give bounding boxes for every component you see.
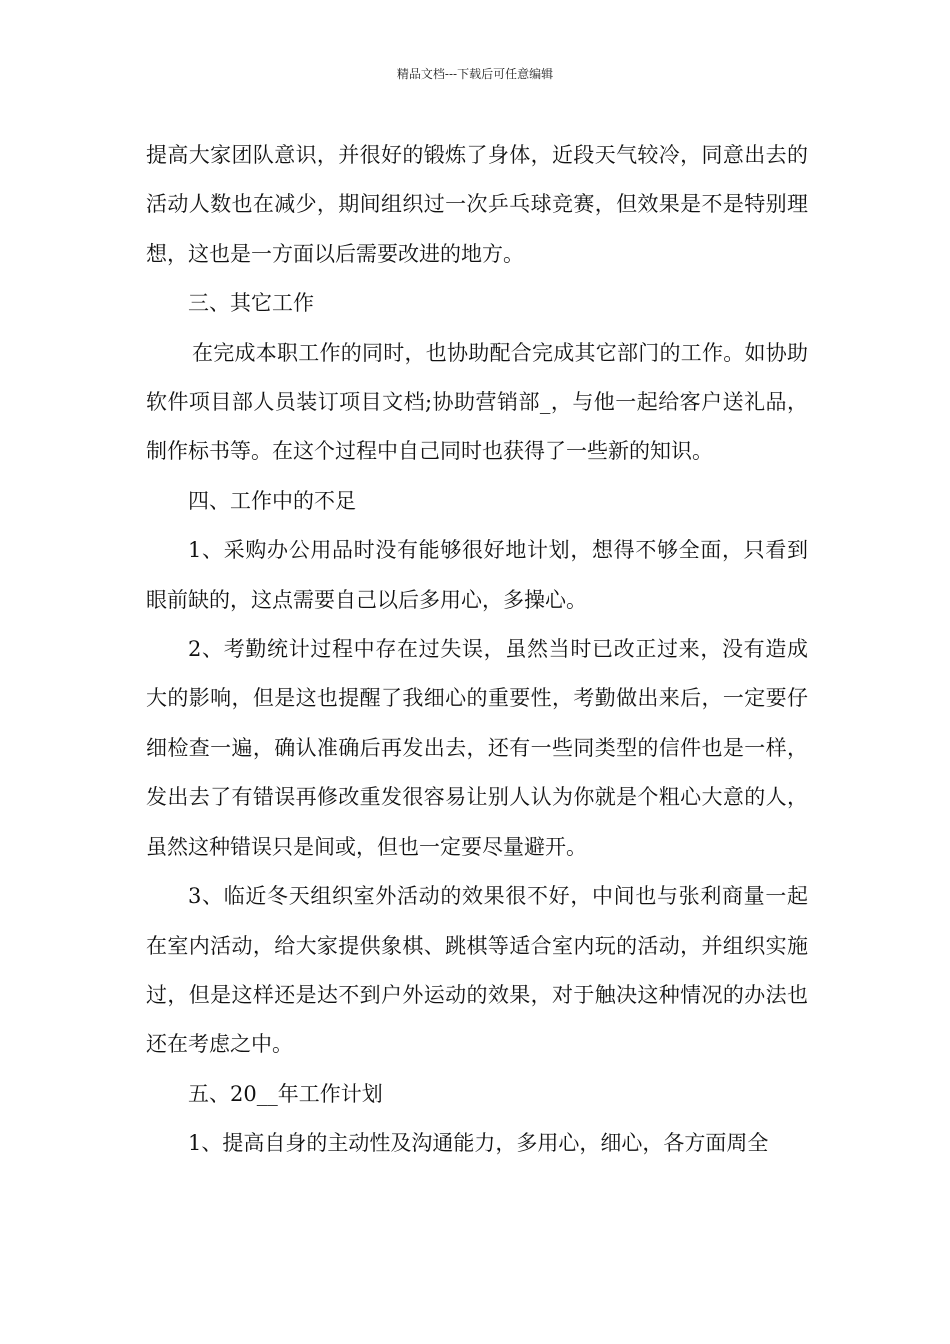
list-item-shortcoming-3: 3、临近冬天组织室外活动的效果很不好，中间也与张利商量一起在室内活动，给大家提供象棋、跳棋等适合室内玩的活动，并组织实施过，但是这样还是达不到户外运动的效果，对于触决这种情况的办法也还在考虑之中。 [146, 884, 808, 1057]
list-item-shortcoming-2: 2、考勤统计过程中存在过失误，虽然当时已改正过来，没有造成大的影响，但是这也提醒了我细心的重要性，考勤做出来后，一定要仔细检查一遍，确认准确后再发出去，还有一些同类型的信件也是一样，发出去了有错误再修改重发很容易让别人认为你就是个粗心大意的人，虽然这种错误只是间或，但也一定要尽量避开。 [146, 637, 808, 859]
page-header: 精品文档---下载后可任意编辑 [396, 67, 554, 81]
section-heading-other-work: 三、其它工作 [188, 291, 314, 316]
list-item-plan-1: 1、提高自身的主动性及沟通能力，多用心，细心，各方面周全 [188, 1131, 769, 1156]
document-body [146, 131, 808, 1169]
section-heading-shortcomings: 四、工作中的不足 [188, 488, 356, 513]
list-item-shortcoming-1: 1、采购办公用品时没有能够很好地计划，想得不够全面，只看到眼前缺的，这点需要自己以后多用心，多操心。 [146, 538, 808, 612]
section-heading-work-plan: 五、20__年工作计划 [188, 1081, 383, 1106]
paragraph-other-work: 在完成本职工作的同时，也协助配合完成其它部门的工作。如协助软件项目部人员装订项目文档;协助营销部_，与他一起给客户送礼品，制作标书等。在这个过程中自己同时也获得了一些新的知识。 [146, 340, 808, 464]
paragraph-team-activities: 提高大家团队意识，并很好的锻炼了身体，近段天气较冷，同意出去的活动人数也在减少，期间组织过一次乒乓球竞赛，但效果是不是特别理想，这也是一方面以后需要改进的地方。 [146, 143, 808, 266]
